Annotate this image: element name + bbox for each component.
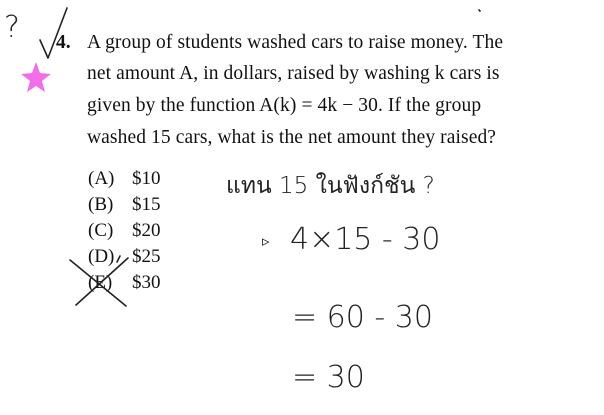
comma-mark-icon [117,256,120,262]
question-line-2: net amount A, in dollars, raised by washing k cars is [87,63,500,84]
choice-value: $15 [132,194,161,215]
question-line-3: given by the function A(k) = 4k − 30. If the group [87,95,482,116]
handwritten-step-2: = 60 - 30 [292,300,433,335]
handwritten-question-mark: ? [4,10,20,45]
handwritten-step-3: = 30 [292,360,365,395]
choice-letter: (A) [88,168,115,189]
arrow-icon: ▹ [262,232,270,250]
stray-dot-icon [479,10,480,11]
choice-value: $30 [132,272,161,293]
choice-value: $25 [132,246,161,267]
choice-letter: (B) [88,194,114,215]
choice-letter: (D) [88,246,115,267]
choice-value: $20 [132,220,161,241]
handwritten-note: แทน 15 ในฟังก์ชัน ? [226,173,435,199]
question-number: 4. [56,32,71,53]
question-line-4: washed 15 cars, what is the net amount they raised? [87,127,497,148]
cross-mark-icon [70,258,128,306]
question-line-1: A group of students washed cars to raise money. The [87,32,504,53]
star-icon [21,62,51,92]
handwritten-step-1: 4×15 - 30 [290,222,441,257]
checkmark-icon [40,8,67,58]
choice-value: $10 [132,168,161,189]
choice-letter: (E) [88,272,113,293]
choice-letter: (C) [88,220,114,241]
